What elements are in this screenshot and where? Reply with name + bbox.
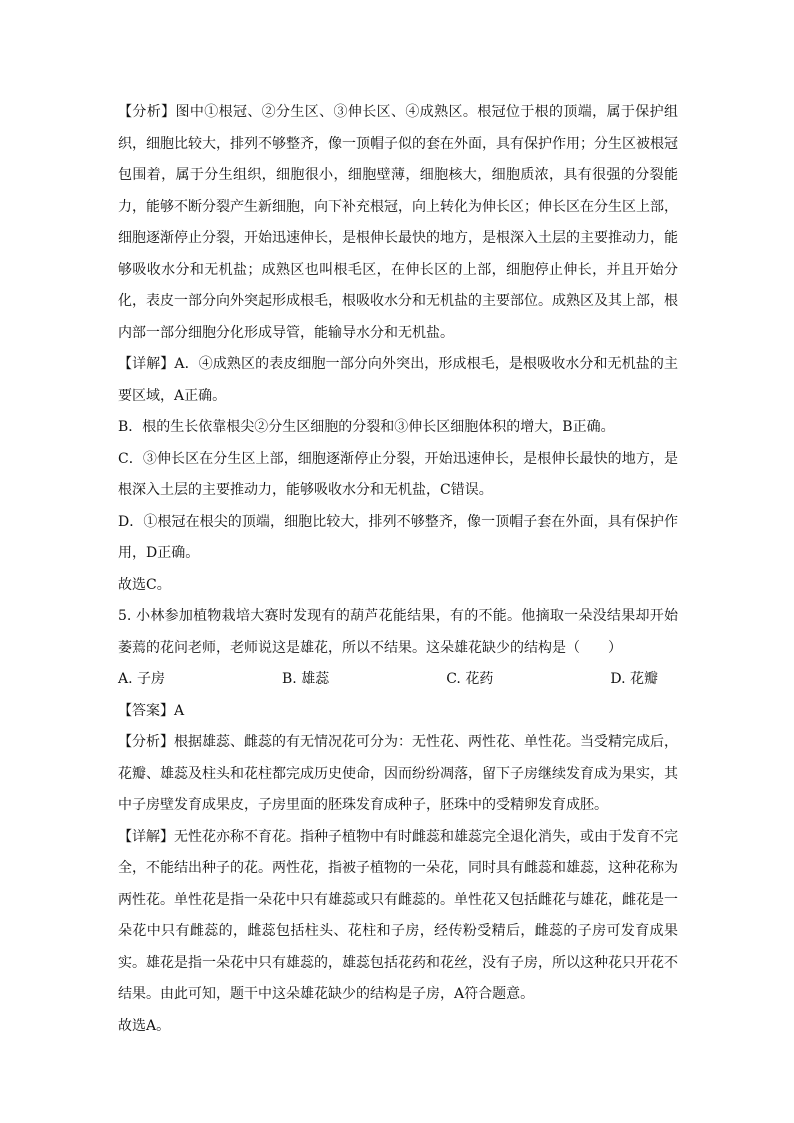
q5-option-c: C. 花药	[446, 671, 494, 687]
q5-analysis-paragraph: 【分析】根据雄蕊、雌蕊的有无情况花可分为：无性花、两性花、单性花。当受精完成后，花瓣、雄蕊及柱头和花柱都完成历史使命，因而纷纷凋落，留下子房继续发育成为果实，其中子房壁发育成果皮，子房里面的胚珠发育成种子，胚珠中的受精卵发育成胚。	[118, 734, 678, 813]
q4-detail-d-paragraph: D．①根冠在根尖的顶端，细胞比较大，排列不够整齐，像一顶帽子套在外面，具有保护作用，D正确。	[118, 513, 678, 561]
q4-analysis-paragraph: 【分析】图中①根冠、②分生区、③伸长区、④成熟区。根冠位于根的顶端，属于保护组织，细胞比较大，排列不够整齐，像一顶帽子似的套在外面，具有保护作用；分生区被根冠包围着，属于分生组织，细胞很小，细胞壁薄，细胞核大，细胞质浓，具有很强的分裂能力，能够不断分裂产生新细胞，向下补充根冠，向上转化为伸长区；伸长区在分生区上部，细胞逐渐停止分裂，开始迅速伸长，是根伸长最快的地方，是根深入土层的主要推动力，能够吸收水分和无机盐；成熟区也叫根毛区，在伸长区的上部，细胞停止伸长，并且开始分化，表皮一部分向外突起形成根毛，根吸收水分和无机盐的主要部位。成熟区及其上部，根内部一部分细胞分化形成导管，能输导水分和无机盐。	[118, 104, 678, 341]
q5-option-a: A. 子房	[118, 671, 166, 687]
q5-option-d: D. 花瓣	[610, 671, 658, 687]
q4-choice-line: 故选C。	[118, 576, 171, 593]
q4-detail-a-paragraph: 【详解】A．④成熟区的表皮细胞一部分向外突出，形成根毛，是根吸收水分和无机盐的主要区域，A正确。	[118, 356, 678, 404]
q5-stem-paragraph: 5. 小林参加植物栽培大赛时发现有的葫芦花能结果，有的不能。他摘取一朵没结果却开始萎蔫的花问老师，老师说这是雄花，所以不结果。这朵雄花缺少的结构是（ ）	[118, 608, 678, 656]
page-content	[118, 97, 678, 1042]
q4-detail-c-paragraph: C．③伸长区在分生区上部，细胞逐渐停止分裂，开始迅速伸长，是根伸长最快的地方，是根深入土层的主要推动力，能够吸收水分和无机盐，C错误。	[118, 450, 678, 498]
q5-option-b: B. 雄蕊	[282, 671, 330, 687]
q5-answer-line: 【答案】A	[118, 702, 185, 719]
q5-choice-line: 故选A。	[118, 1017, 171, 1034]
q5-options-row	[118, 664, 662, 696]
q5-detail-paragraph: 【详解】无性花亦称不育花。指种子植物中有时雌蕊和雄蕊完全退化消失，或由于发育不完全，不能结出种子的花。两性花，指被子植物的一朵花，同时具有雌蕊和雄蕊，这种花称为两性花。单性花是指一朵花中只有雄蕊或只有雌蕊的。单性花又包括雌花与雄花，雌花是一朵花中只有雌蕊的，雌蕊包括柱头、花柱和子房，经传粉受精后，雌蕊的子房可发育成果实。雄花是指一朵花中只有雄蕊的，雄蕊包括花药和花丝，没有子房，所以这种花只开花不结果。由此可知，题干中这朵雄花缺少的结构是子房，A符合题意。	[118, 828, 678, 1002]
q4-detail-b-paragraph: B．根的生长依靠根尖②分生区细胞的分裂和③伸长区细胞体积的增大，B正确。	[118, 419, 615, 435]
